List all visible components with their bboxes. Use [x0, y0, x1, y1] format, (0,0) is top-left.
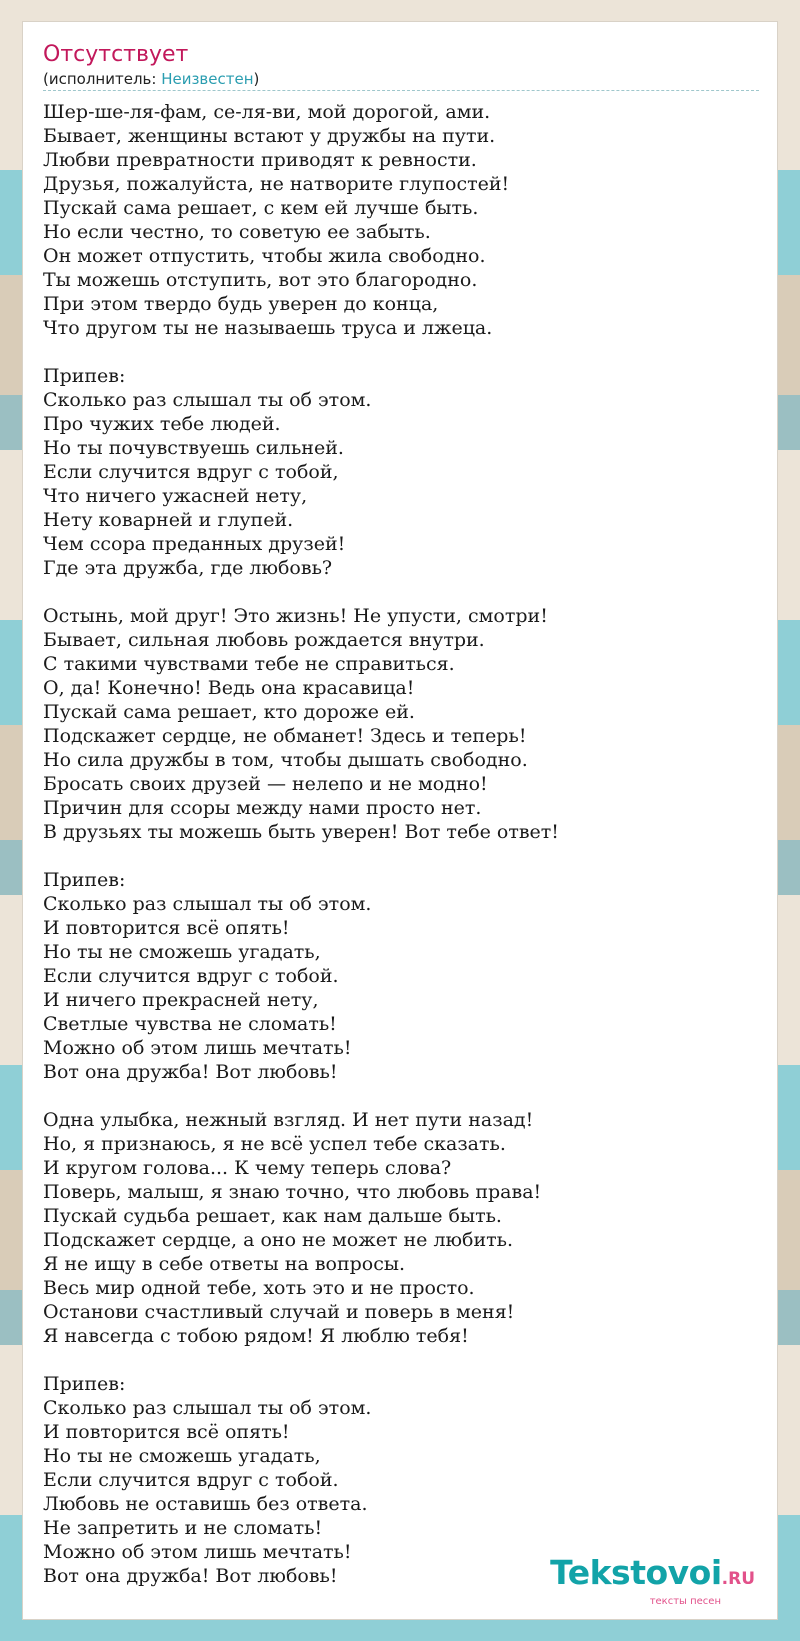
lyric-line: Я навсегда с тобою рядом! Я люблю тебя!	[43, 1325, 469, 1347]
lyrics-card	[22, 21, 778, 1620]
lyric-line: Бросать своих друзей — нелепо и не модно!	[43, 773, 488, 795]
lyric-line: Но сила дружбы в том, чтобы дышать свободно.	[43, 749, 528, 771]
lyric-line: Можно об этом лишь мечтать!	[43, 1541, 352, 1563]
lyric-line: Останови счастливый случай и поверь в меня!	[43, 1301, 515, 1323]
lyric-line: Поверь, малыш, я знаю точно, что любовь права!	[43, 1181, 542, 1203]
lyric-line: Если случится вдруг с тобой.	[43, 965, 339, 987]
lyric-line: Сколько раз слышал ты об этом.	[43, 893, 372, 915]
lyric-line: Друзья, пожалуйста, не натворите глупостей!	[43, 173, 510, 195]
logo-wordmark	[550, 1553, 755, 1596]
lyric-line: Чем ссора преданных друзей!	[43, 533, 346, 555]
lyric-line: Ты можешь отступить, вот это благородно.	[43, 269, 478, 291]
lyric-line: Что ничего ужасней нету,	[43, 485, 308, 507]
lyric-line: Если случится вдруг с тобой.	[43, 1469, 339, 1491]
lyric-line: Но ты не сможешь угадать,	[43, 941, 321, 963]
song-title: Отсутствует	[43, 42, 189, 67]
artist-prefix: (исполнитель:	[43, 70, 162, 88]
lyric-line: В друзьях ты можешь быть уверен! Вот тебе ответ!	[43, 821, 559, 843]
lyric-line: Бывает, сильная любовь рождается внутри.	[43, 629, 485, 651]
lyric-line: Про чужих тебе людей.	[43, 413, 281, 435]
logo-name: Tekstovoi	[550, 1553, 722, 1592]
lyric-line: Любовь не оставишь без ответа.	[43, 1493, 368, 1515]
lyric-line: Бывает, женщины встают у дружбы на пути.	[43, 125, 496, 147]
lyric-line: Не запретить и не сломать!	[43, 1517, 323, 1539]
lyric-line: Если случится вдруг с тобой,	[43, 461, 339, 483]
title-divider	[43, 90, 759, 91]
lyrics-stanza	[43, 100, 759, 340]
lyric-line: И кругом голова... К чему теперь слова?	[43, 1157, 452, 1179]
artist-line	[43, 70, 259, 88]
logo-tagline: тексты песен	[649, 1596, 721, 1607]
lyric-line: Сколько раз слышал ты об этом.	[43, 389, 372, 411]
lyric-line: Но ты почувствуешь сильней.	[43, 437, 344, 459]
lyric-line: И повторится всё опять!	[43, 1421, 290, 1443]
lyric-line: Где эта дружба, где любовь?	[43, 557, 333, 579]
lyric-line: Одна улыбка, нежный взгляд. И нет пути назад!	[43, 1109, 534, 1131]
lyric-line: Но, я признаюсь, я не всё успел тебе сказать.	[43, 1133, 506, 1155]
artist-suffix: )	[253, 70, 260, 88]
lyric-line: Вот она дружба! Вот любовь!	[43, 1565, 338, 1587]
lyric-line: Я не ищу в себе ответы на вопросы.	[43, 1253, 406, 1275]
lyric-line: Причин для ссоры между нами просто нет.	[43, 797, 482, 819]
lyric-line: Пускай судьба решает, как нам дальше быть.	[43, 1205, 502, 1227]
lyric-line: Подскажет сердце, а оно не может не любить.	[43, 1229, 514, 1251]
lyric-line: И повторится всё опять!	[43, 917, 290, 939]
lyric-line: И ничего прекрасней нету,	[43, 989, 319, 1011]
lyric-line: Нету коварней и глупей.	[43, 509, 294, 531]
logo-domain: .RU	[721, 1569, 755, 1589]
lyric-line: О, да! Конечно! Ведь она красавица!	[43, 677, 415, 699]
lyric-line: Сколько раз слышал ты об этом.	[43, 1397, 372, 1419]
lyric-line: При этом твердо будь уверен до конца,	[43, 293, 439, 315]
lyrics-stanza	[43, 364, 759, 580]
lyrics-stanza	[43, 604, 759, 844]
lyric-line: Пускай сама решает, с кем ей лучше быть.	[43, 197, 479, 219]
artist-link[interactable]: Неизвестен	[161, 70, 254, 88]
lyric-line: Можно об этом лишь мечтать!	[43, 1037, 352, 1059]
lyric-line: Но ты не сможешь угадать,	[43, 1445, 321, 1467]
site-logo[interactable]	[550, 1553, 755, 1607]
lyric-line: Он может отпустить, чтобы жила свободно.	[43, 245, 486, 267]
lyric-line: Подскажет сердце, не обманет! Здесь и теперь!	[43, 725, 527, 747]
lyric-line: Припев:	[43, 1373, 126, 1395]
lyric-line: Остынь, мой друг! Это жизнь! Не упусти, смотри!	[43, 605, 548, 627]
lyric-line: С такими чувствами тебе не справиться.	[43, 653, 455, 675]
lyrics-text	[43, 100, 759, 1588]
lyric-line: Светлые чувства не сломать!	[43, 1013, 337, 1035]
lyric-line: Весь мир одной тебе, хоть это и не просто.	[43, 1277, 475, 1299]
lyric-line: Вот она дружба! Вот любовь!	[43, 1061, 338, 1083]
lyric-line: Любви превратности приводят к ревности.	[43, 149, 477, 171]
lyric-line: Припев:	[43, 365, 126, 387]
lyric-line: Шер-ше-ля-фам, се-ля-ви, мой дорогой, ами.	[43, 101, 491, 123]
lyric-line: Пускай сама решает, кто дороже ей.	[43, 701, 415, 723]
lyric-line: Но если честно, то советую ее забыть.	[43, 221, 431, 243]
lyrics-stanza	[43, 1108, 759, 1348]
lyrics-stanza	[43, 868, 759, 1084]
lyric-line: Что другом ты не называешь труса и лжеца.	[43, 317, 493, 339]
lyric-line: Припев:	[43, 869, 126, 891]
